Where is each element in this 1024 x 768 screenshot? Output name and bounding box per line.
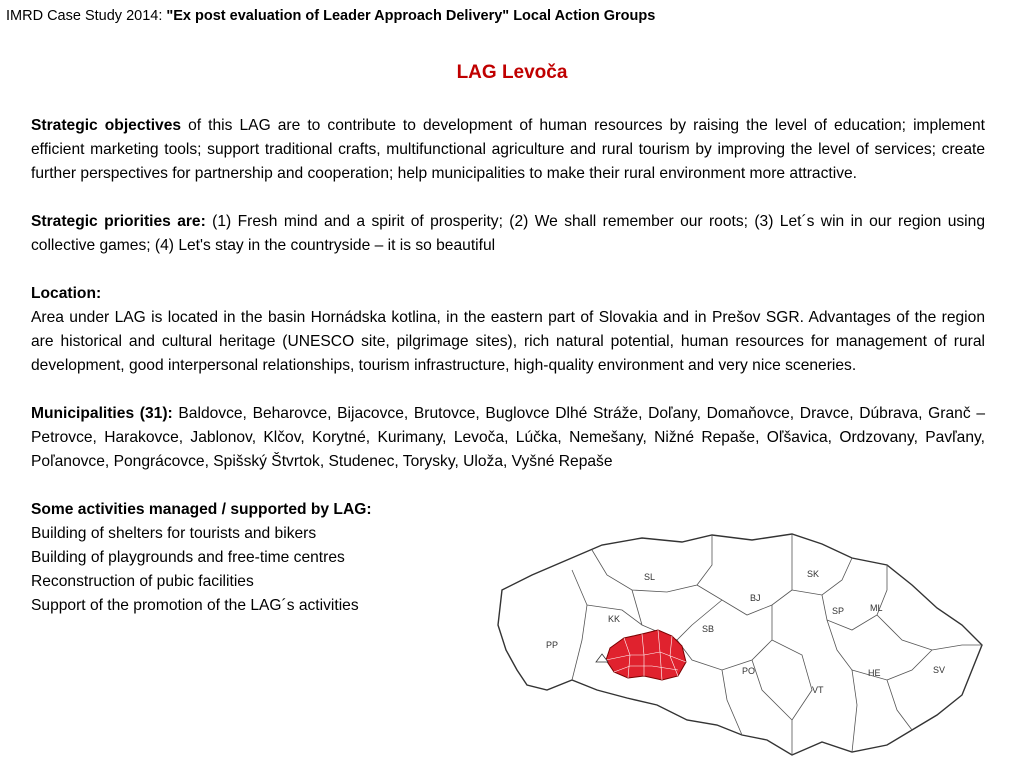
district-label: SP bbox=[832, 606, 845, 616]
district-label: SV bbox=[933, 665, 946, 675]
page-title: LAG Levoča bbox=[456, 62, 568, 83]
location-paragraph bbox=[31, 282, 985, 378]
activity-item: Building of shelters for tourists and bikers bbox=[31, 525, 317, 542]
objectives-text: of this LAG are to contribute to development of human resources by raising the level of education; implement efficient marketing tools; support traditional crafts, multifunctional agriculture and rural tourism by improving the level of services; create further perspectives for partnership and cooperation; help municipalities to make their rural environment more attractive. bbox=[31, 117, 985, 182]
objectives-label: Strategic objectives bbox=[31, 117, 182, 134]
municipalities-label: Municipalities (31): bbox=[31, 405, 173, 422]
activity-item: Support of the promotion of the LAG´s activities bbox=[31, 597, 359, 614]
district-label: ML bbox=[870, 603, 883, 613]
location-label: Location: bbox=[31, 285, 102, 302]
region-map bbox=[492, 530, 990, 760]
header-suffix: Local Action Groups bbox=[513, 8, 656, 24]
district-label: PO bbox=[742, 666, 756, 676]
activity-item: Reconstruction of pubic facilities bbox=[31, 573, 254, 590]
header-prefix: IMRD Case Study 2014: bbox=[6, 8, 163, 24]
district-label: SB bbox=[702, 624, 715, 634]
district-label: PP bbox=[546, 640, 559, 650]
district-label: HE bbox=[868, 668, 881, 678]
district-label: VT bbox=[812, 685, 824, 695]
region-outline bbox=[498, 534, 982, 755]
district-label: KK bbox=[608, 614, 621, 624]
page-header bbox=[6, 8, 655, 24]
location-text: Area under LAG is located in the basin Hornádska kotlina, in the eastern part of Slovakia and in Prešov SGR. Advantages of the region are historical and cultural heritage (UNESCO site, pilgrimage sites), rich natural potential, human resources for management of rural development, good interpersonal relationships, tourism infrastructure, high-quality environment and very nice sceneries. bbox=[31, 309, 985, 374]
district-label: BJ bbox=[750, 593, 761, 603]
header-quoted-title: "Ex post evaluation of Leader Approach Delivery" bbox=[166, 8, 510, 24]
priorities-label: Strategic priorities are: bbox=[31, 213, 206, 230]
activities-label: Some activities managed / supported by LAG: bbox=[31, 501, 372, 518]
district-label: SL bbox=[644, 572, 656, 582]
municipalities-paragraph bbox=[31, 402, 985, 474]
objectives-paragraph bbox=[31, 114, 985, 186]
district-label: SK bbox=[807, 569, 820, 579]
municipalities-text: Baldovce, Beharovce, Bijacovce, Brutovce, Buglovce Dlhé Stráže, Doľany, Domaňovce, Dravce, Dúbrava, Granč – Petrovce, Harakovce, Jablonov, Klčov, Korytné, Kurimany, Levoča, Lúčka, Nemešany, Nižné Repaše, Oľšavica, Ordzovany, Pavľany, Poľanovce, Pongrácovce, Spišský Štvrtok, Studenec, Torysky, Uloža, Vyšné Repaše bbox=[31, 405, 985, 470]
priorities-paragraph bbox=[31, 210, 985, 258]
activity-item: Building of playgrounds and free-time centres bbox=[31, 549, 345, 566]
priorities-text: (1) Fresh mind and a spirit of prosperity; (2) We shall remember our roots; (3) Let´s win in our region using collective games; (4) Let's stay in the countryside – it is so beautiful bbox=[31, 213, 985, 254]
